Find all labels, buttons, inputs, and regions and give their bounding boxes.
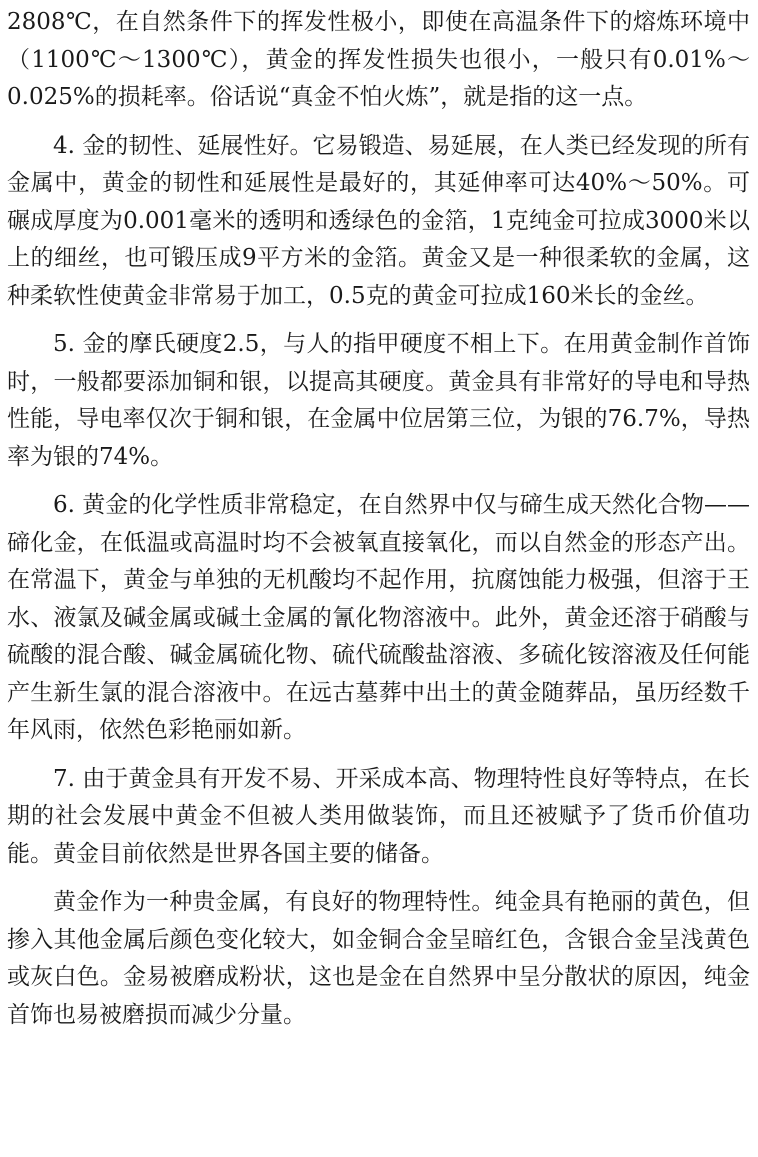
- paragraph-hardness: 5. 金的摩氏硬度2.5，与人的指甲硬度不相上下。在用黄金制作首饰时，一般都要添加铜和银，以提高其硬度。黄金具有非常好的导电和导热性能，导电率仅次于铜和银，在金属中位居第三位，为银的76.7%，导热率为银的74%。: [7, 331, 750, 470]
- paragraph-chemical-stability: 6. 黄金的化学性质非常稳定，在自然界中仅与碲生成天然化合物——碲化金，在低温或高温时均不会被氧直接氧化，而以自然金的形态产出。在常温下，黄金与单独的无机酸均不起作用，抗腐蚀能力极强，但溶于王水、液氯及碱金属或碱土金属的氰化物溶液中。此外，黄金还溶于硝酸与硫酸的混合酸、碱金属硫化物、硫代硫酸盐溶液、多硫化铵溶液及任何能产生新生氯的混合溶液中。在远古墓葬中出土的黄金随葬品，虽历经数千年风雨，依然色彩艳丽如新。: [7, 492, 750, 743]
- paragraph-monetary-value: 7. 由于黄金具有开发不易、开采成本高、物理特性良好等特点，在长期的社会发展中黄金不但被人类用做装饰，而且还被赋予了货币价值功能。黄金目前依然是世界各国主要的储备。: [7, 765, 750, 867]
- paragraph-ductility: 4. 金的韧性、延展性好。它易锻造、易延展，在人类已经发现的所有金属中，黄金的韧性和延展性是最好的，其延伸率可达40%～50%。可碾成厚度为0.001毫米的透明和透绿色的金箔，1克纯金可拉成3000米以上的细丝，也可锻压成9平方米的金箔。黄金又是一种很柔软的金属，这种柔软性使黄金非常易于加工，0.5克的黄金可拉成160米长的金丝。: [7, 132, 750, 309]
- paragraph-physical-properties: 黄金作为一种贵金属，有良好的物理特性。纯金具有艳丽的黄色，但掺入其他金属后颜色变化较大，如金铜合金呈暗红色，含银合金呈浅黄色或灰白色。金易被磨成粉状，这也是金在自然界中呈分散状的原因，纯金首饰也易被磨损而减少分量。: [7, 889, 750, 1028]
- paragraph-volatility: 2808℃，在自然条件下的挥发性极小，即使在高温条件下的熔炼环境中（1100℃～1300℃），黄金的挥发性损失也很小，一般只有0.01%～0.025%的损耗率。俗话说“真金不怕火炼”，就是指的这一点。: [7, 9, 750, 110]
